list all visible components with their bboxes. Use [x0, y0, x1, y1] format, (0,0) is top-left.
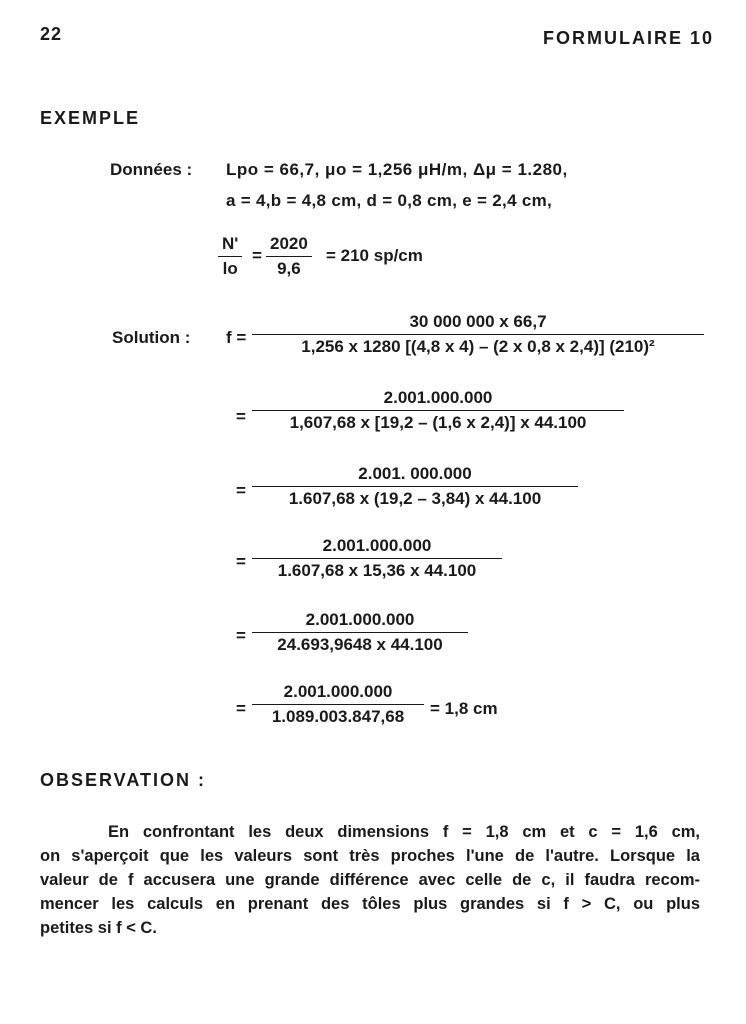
ratio-fraction [218, 234, 242, 279]
observation-line-1: En confrontant les deux dimensions f = 1,8 cm et c = 1,6 cm, [108, 823, 700, 841]
step-1-denominator: 1,256 x 1280 [(4,8 x 4) – (2 x 0,8 x 2,4)] (210)² [301, 337, 655, 356]
observation-paragraph [40, 820, 700, 940]
solution-label: Solution : [112, 328, 191, 347]
step-3-equals: = [236, 481, 246, 500]
step-5-equals: = [236, 626, 246, 645]
ratio-value-numerator: 2020 [266, 234, 312, 257]
step-3-numerator: 2.001. 000.000 [252, 464, 578, 487]
step-4-equals: = [236, 552, 246, 571]
step-5-denominator: 24.693,9648 x 44.100 [277, 635, 443, 654]
step-2-denominator: 1,607,68 x [19,2 – (1,6 x 2,4)] x 44.100 [289, 413, 587, 432]
ratio-value-denominator: 9,6 [277, 259, 301, 278]
step-2-equals: = [236, 407, 246, 426]
observation-line-4: mencer les calculs en prenant des tôles plus grandes si f > C, ou plus [40, 895, 700, 913]
step-1-numerator: 30 000 000 x 66,7 [252, 312, 704, 335]
step-5-fraction [252, 610, 468, 655]
step-6-equals: = [236, 699, 246, 718]
donnees-label: Données : [110, 160, 193, 179]
section-heading-exemple: EXEMPLE [40, 108, 141, 128]
step-4-numerator: 2.001.000.000 [252, 536, 502, 559]
ratio-value-fraction [266, 234, 312, 279]
step-2-numerator: 2.001.000.000 [252, 388, 624, 411]
step-5-numerator: 2.001.000.000 [252, 610, 468, 633]
step-6-denominator: 1.089.003.847,68 [271, 707, 405, 726]
step-6-fraction [252, 682, 424, 727]
step-3-fraction [252, 464, 578, 509]
ratio-denominator: lo [222, 259, 238, 278]
step-4-denominator: 1.607,68 x 15,36 x 44.100 [277, 561, 477, 580]
ratio-result: = 210 sp/cm [326, 246, 423, 265]
section-heading-observation: OBSERVATION : [40, 770, 207, 790]
final-result: = 1,8 cm [430, 699, 498, 718]
observation-line-5: petites si f < C. [40, 919, 157, 937]
step-2-fraction [252, 388, 624, 433]
f-equals: f = [226, 328, 247, 347]
step-6-numerator: 2.001.000.000 [252, 682, 424, 705]
observation-line-3: valeur de f accusera une grande différence avec celle de c, il faudra recom- [40, 871, 700, 889]
running-title: FORMULAIRE 10 [542, 28, 714, 48]
step-3-denominator: 1.607,68 x (19,2 – 3,84) x 44.100 [288, 489, 542, 508]
donnees-line-1: Lpo = 66,7, μo = 1,256 μH/m, Δμ = 1.280, [226, 160, 568, 179]
page-number: 22 [40, 24, 63, 44]
observation-line-2: on s'aperçoit que les valeurs sont très proches l'une de l'autre. Lorsque la [40, 847, 700, 865]
step-4-fraction [252, 536, 502, 581]
ratio-numerator: N' [218, 234, 242, 257]
ratio-equals: = [252, 246, 262, 265]
donnees-line-2: a = 4,b = 4,8 cm, d = 0,8 cm, e = 2,4 cm, [226, 191, 553, 210]
step-1-fraction [252, 312, 704, 357]
